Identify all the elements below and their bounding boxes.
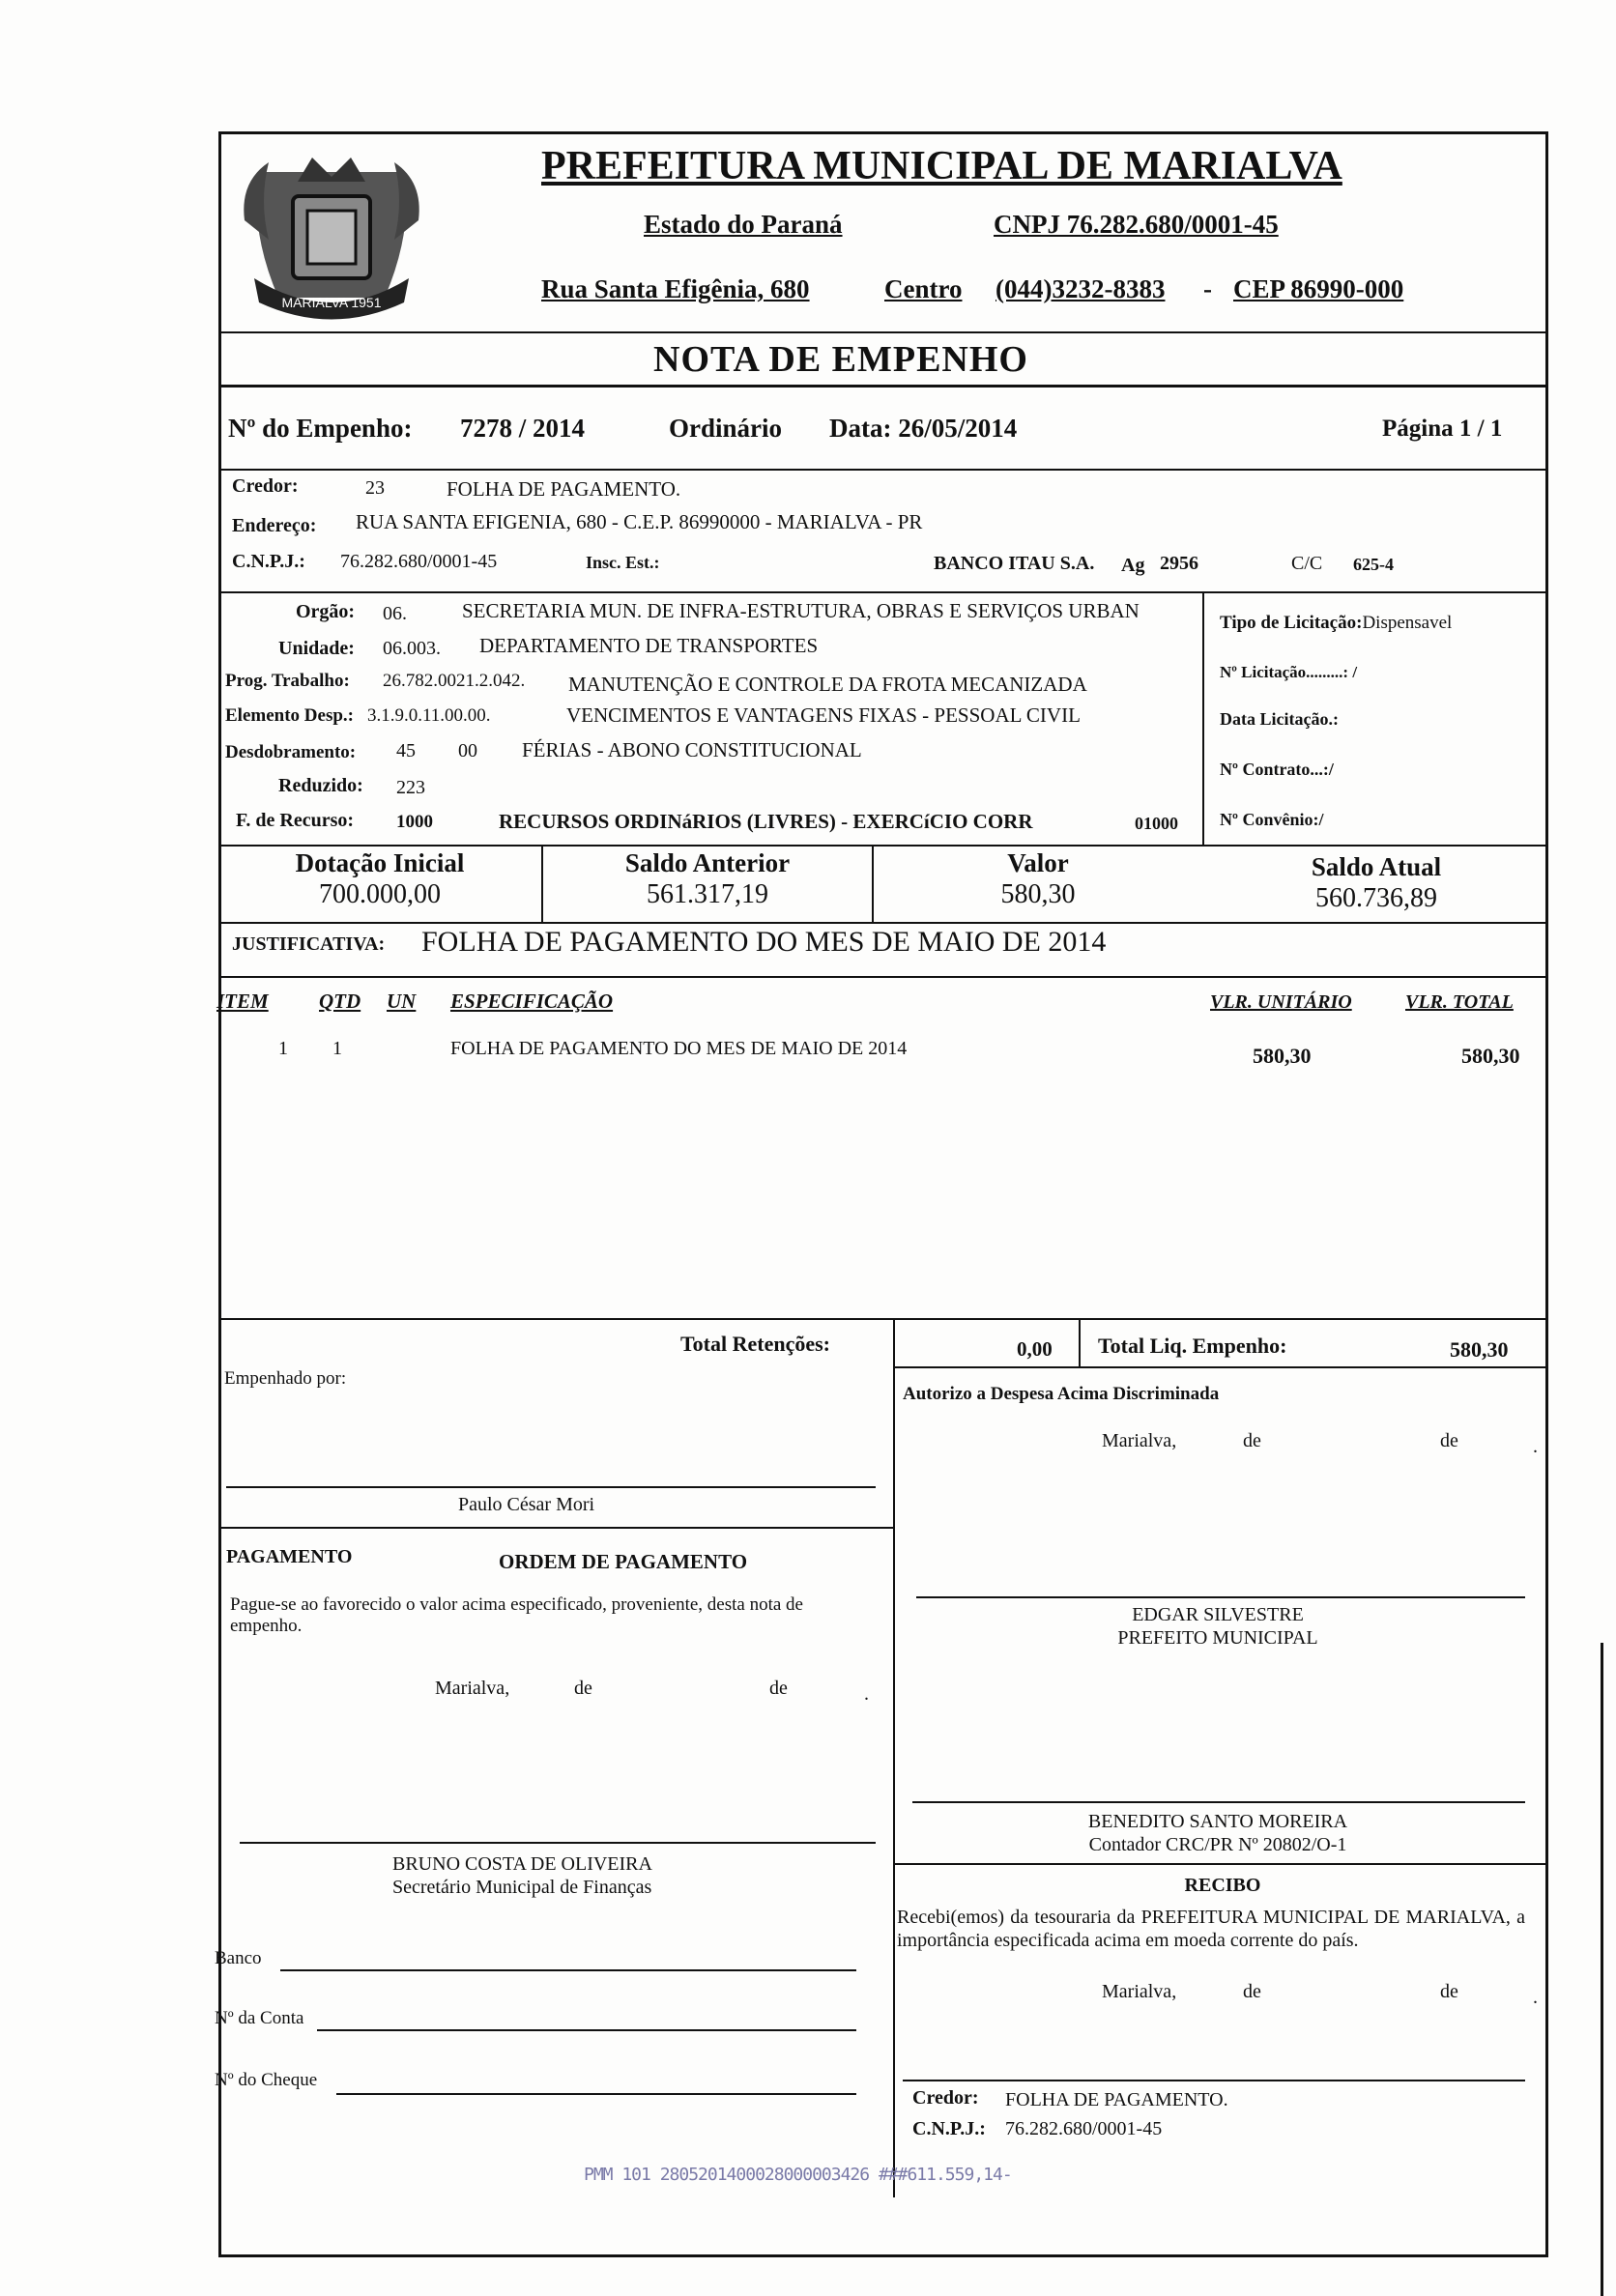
prefeito-name: EDGAR SILVESTRE: [1132, 1604, 1304, 1625]
account-label: C/C: [1291, 553, 1323, 574]
page-indicator: Página 1 / 1: [1382, 416, 1503, 442]
prog-trabalho-code: 26.782.0021.2.042.: [383, 671, 526, 691]
cheque-label: Nº do Cheque: [215, 2070, 318, 2090]
valor-label: Valor: [1007, 848, 1069, 877]
municipal-crest-icon: [240, 143, 423, 336]
elemento-code: 3.1.9.0.11.00.00.: [367, 705, 491, 726]
header-cnpj: CNPJ 76.282.680/0001-45: [994, 210, 1279, 239]
row-spec: FOLHA DE PAGAMENTO DO MES DE MAIO DE 2014: [450, 1038, 908, 1059]
account-number: 625-4: [1353, 555, 1394, 574]
total-liquido-value: 580,30: [1450, 1337, 1509, 1362]
recurso-subcode: 01000: [1135, 814, 1178, 833]
reduzido-value: 223: [396, 777, 425, 798]
contract-number: Nº Contrato...:/: [1220, 760, 1334, 779]
unidade-code: 06.003.: [383, 638, 441, 659]
right-date-de1: de: [1243, 1430, 1261, 1451]
agency-number: 2956: [1160, 553, 1198, 574]
pagamento-label: PAGAMENTO: [226, 1546, 353, 1567]
credor-cnpj: 76.282.680/0001-45: [340, 551, 498, 572]
cheque-field: [336, 2093, 856, 2095]
contador-role: Contador CRC/PR Nº 20802/O-1: [1088, 1834, 1347, 1855]
saldo-atual-label: Saldo Atual: [1311, 852, 1442, 881]
conta-field: [317, 2029, 856, 2031]
empenho-number: 7278 / 2014: [460, 414, 586, 443]
state-label: Estado do Paraná: [644, 210, 843, 239]
recibo-text: Recebi(emos) da tesouraria da PREFEITURA MUNICIPAL DE MARIALVA, a importância especificada acima em moeda corrente do país.: [897, 1907, 1525, 1951]
banco-label: Banco: [215, 1948, 262, 1968]
agency-label: Ag: [1121, 555, 1145, 576]
col-especificacao: ESPECIFICAÇÃO: [450, 990, 614, 1013]
saldo-anterior-label: Saldo Anterior: [624, 848, 791, 877]
scan-edge: [1601, 1643, 1603, 2296]
credor-code: 23: [365, 477, 385, 499]
reduzido-label: Reduzido:: [278, 775, 363, 796]
empenho-date: Data: 26/05/2014: [829, 414, 1018, 443]
col-vlr-total: VLR. TOTAL: [1405, 991, 1514, 1013]
header-district: Centro: [884, 274, 963, 303]
credor-address: RUA SANTA EFIGENIA, 680 - C.E.P. 86990000 - MARIALVA - PR: [356, 510, 923, 533]
recibo-date-de2: de: [1440, 1981, 1458, 2002]
svg-text:MARIALVA 1951: MARIALVA 1951: [281, 295, 382, 310]
convenio-number: Nº Convênio:/: [1220, 810, 1324, 829]
bank-name: BANCO ITAU S.A.: [934, 553, 1095, 574]
col-item: ITEM: [216, 990, 269, 1013]
credor-cnpj-label: C.N.P.J.:: [232, 551, 305, 572]
justificativa-text: FOLHA DE PAGAMENTO DO MES DE MAIO DE 2014: [421, 926, 1107, 958]
footer-machine-code: PMM 101 2805201400028000003426 ###611.559,14-: [584, 2165, 1012, 2185]
header-street: Rua Santa Efigênia, 680: [541, 274, 810, 303]
recibo-cnpj: 76.282.680/0001-45: [1005, 2118, 1163, 2139]
signer-bruno-name: BRUNO COSTA DE OLIVEIRA: [392, 1853, 652, 1875]
empenho-label: Nº do Empenho:: [228, 414, 413, 443]
recurso-name: RECURSOS ORDINáRIOS (LIVRES) - EXERCíCIO CORR: [499, 810, 1033, 833]
justificativa-label: JUSTIFICATIVA:: [232, 933, 386, 955]
ordem-pagamento-label: ORDEM DE PAGAMENTO: [499, 1550, 748, 1573]
prefeito-role: PREFEITO MUNICIPAL: [1117, 1627, 1318, 1649]
prog-trabalho-name: MANUTENÇÃO E CONTROLE DA FROTA MECANIZADA: [568, 673, 1087, 696]
licitacao-date: Data Licitação.:: [1220, 709, 1339, 729]
desdobramento-code2: 00: [458, 740, 477, 761]
recibo-date-dot: .: [1533, 1987, 1538, 2008]
unidade-name: DEPARTAMENTO DE TRANSPORTES: [479, 634, 819, 657]
recurso-label: F. de Recurso:: [236, 810, 355, 831]
row-total-value: 580,30: [1461, 1044, 1520, 1068]
orgao-code: 06.: [383, 603, 407, 624]
licitacao-number: Nº Licitação.........: /: [1220, 663, 1358, 681]
signer-paulo: Paulo César Mori: [458, 1494, 595, 1515]
valor-value: 580,30: [1000, 879, 1076, 909]
total-liquido-label: Total Liq. Empenho:: [1098, 1334, 1287, 1358]
elemento-label: Elemento Desp.:: [225, 705, 354, 726]
right-date-city: Marialva,: [1102, 1430, 1177, 1451]
credor-label: Credor:: [232, 475, 299, 497]
elemento-name: VENCIMENTOS E VANTAGENS FIXAS - PESSOAL CIVIL: [566, 703, 1081, 727]
unidade-label: Unidade:: [278, 638, 355, 659]
dotacao-inicial-label: Dotação Inicial: [295, 848, 465, 877]
prog-trabalho-label: Prog. Trabalho:: [225, 671, 350, 691]
right-date-de2: de: [1440, 1430, 1458, 1451]
saldo-atual-value: 560.736,89: [1315, 883, 1437, 913]
recibo-credor-name: FOLHA DE PAGAMENTO.: [1005, 2089, 1228, 2110]
empenho-type: Ordinário: [669, 414, 783, 443]
col-qtd: QTD: [319, 990, 361, 1013]
conta-label: Nº da Conta: [215, 2008, 304, 2028]
dotacao-inicial-value: 700.000,00: [319, 879, 441, 909]
autorizo-label: Autorizo a Despesa Acima Discriminada: [903, 1384, 1220, 1404]
left-date-de2: de: [769, 1678, 788, 1699]
desdobramento-name: FÉRIAS - ABONO CONSTITUCIONAL: [522, 738, 862, 761]
endereco-label: Endereço:: [232, 515, 317, 536]
orgao-label: Orgão:: [296, 601, 356, 622]
empenhado-por-label: Empenhado por:: [224, 1368, 347, 1389]
left-date-de1: de: [574, 1678, 592, 1699]
row-item: 1: [278, 1038, 288, 1059]
right-date-dot: .: [1533, 1436, 1538, 1457]
banco-field: [280, 1969, 856, 1971]
recibo-credor-label: Credor:: [912, 2087, 979, 2109]
desdobramento-label: Desdobramento:: [225, 742, 357, 762]
col-vlr-unitario: VLR. UNITÁRIO: [1210, 991, 1352, 1013]
municipality-title: PREFEITURA MUNICIPAL DE MARIALVA: [541, 144, 1342, 188]
left-date-city: Marialva,: [435, 1678, 510, 1699]
recibo-date-city: Marialva,: [1102, 1981, 1177, 2002]
pague-se-text: Pague-se ao favorecido o valor acima especificado, proveniente, desta nota de empenho.: [230, 1594, 803, 1636]
signer-bruno-role: Secretário Municipal de Finanças: [392, 1877, 652, 1898]
header-cep: CEP 86990-000: [1233, 274, 1404, 303]
left-date-dot: .: [864, 1683, 869, 1705]
licitacao-type-label: Tipo de Licitação:Dispensavel: [1220, 613, 1453, 633]
insc-est-label: Insc. Est.:: [586, 553, 660, 572]
header-phone: (044)3232-8383: [996, 274, 1166, 303]
row-unit-value: 580,30: [1253, 1044, 1312, 1068]
header-separator: -: [1203, 274, 1212, 303]
credor-name: FOLHA DE PAGAMENTO.: [447, 477, 681, 501]
recurso-code: 1000: [396, 812, 433, 832]
recibo-title: RECIBO: [1184, 1875, 1261, 1896]
orgao-name: SECRETARIA MUN. DE INFRA-ESTRUTURA, OBRAS E SERVIÇOS URBAN: [462, 599, 1140, 622]
total-retencoes-value: 0,00: [1017, 1337, 1053, 1361]
row-qtd: 1: [332, 1038, 342, 1059]
desdobramento-code1: 45: [396, 740, 416, 761]
recibo-cnpj-label: C.N.P.J.:: [912, 2118, 986, 2139]
recibo-date-de1: de: [1243, 1981, 1261, 2002]
saldo-anterior-value: 561.317,19: [647, 879, 768, 909]
contador-name: BENEDITO SANTO MOREIRA: [1087, 1811, 1348, 1832]
document-title: NOTA DE EMPENHO: [653, 339, 1028, 380]
total-retencoes-label: Total Retenções:: [680, 1332, 830, 1356]
col-un: UN: [387, 990, 417, 1013]
